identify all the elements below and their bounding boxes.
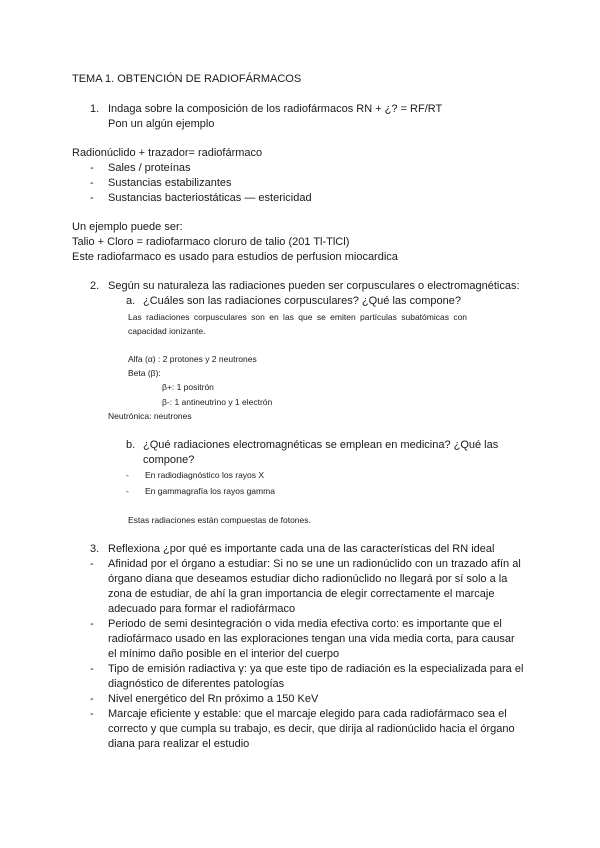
list-item-cont: diagnóstico de diferentes patologías xyxy=(108,678,285,690)
list-item: Periodo de semi desintegración o vida media efectiva corto: es importante que el xyxy=(108,618,502,630)
list-item: Sustancias estabilizantes xyxy=(108,177,232,189)
q3-question: Reflexiona ¿por qué es importante cada una de las características del RN ideal xyxy=(108,543,495,555)
list-item-cont: correcto y que cumpla su trabajo, es decir, que dirija al radionúclido hacia el órgano xyxy=(108,723,515,735)
list-item: Afinidad por el órgano a estudiar: Si no se une un radionúclido con un trazado afín al xyxy=(108,558,521,570)
beta-line: Beta (β): xyxy=(128,368,161,378)
list-item: Tipo de emisión radiactiva γ: ya que este tipo de radiación es la especializada para el xyxy=(108,663,524,675)
q2-intro: Según su naturaleza las radiaciones pueden ser corpusculares o electromagnéticas: xyxy=(108,280,520,292)
list-bullet: - xyxy=(90,708,94,720)
q1-formula: Radionúclido + trazador= radiofármaco xyxy=(72,147,263,159)
q2-number: 2. xyxy=(90,280,100,292)
q2b-question-line2: compone? xyxy=(143,454,195,466)
q1-example-line1: Talio + Cloro = radiofarmaco cloruro de talio (201 Tl-TlCl) xyxy=(72,236,350,248)
list-item: Marcaje eficiente y estable: que el marcaje elegido para cada radiofármaco sea el xyxy=(108,708,507,720)
q2a-question: ¿Cuáles son las radiaciones corpusculares? ¿Qué las compone? xyxy=(143,295,461,307)
list-bullet: - xyxy=(90,663,94,675)
list-bullet: - xyxy=(90,618,94,630)
list-item: En gammagrafía los rayos gamma xyxy=(145,486,275,496)
q2b-note: Estas radiaciones están compuestas de fotones. xyxy=(128,515,311,525)
list-bullet: - xyxy=(126,486,129,496)
list-item: Nivel energético del Rn próximo a 150 KeV xyxy=(108,693,319,705)
q1-question-line2: Pon un algún ejemplo xyxy=(108,118,215,130)
q1-question: Indaga sobre la composición de los radiofármacos RN + ¿? = RF/RT xyxy=(108,103,443,115)
q1-number: 1. xyxy=(90,103,100,115)
list-item-cont: radiofármaco usado en las exploraciones tengan una vida media corta, para causar xyxy=(108,633,515,645)
neutronica-line: Neutrónica: neutrones xyxy=(108,411,192,421)
q1-example-line2: Este radiofarmaco es usado para estudios de perfusion miocardica xyxy=(72,251,398,263)
q2a-answer-line2: capacidad ionizante. xyxy=(128,326,206,336)
list-bullet: - xyxy=(90,558,94,570)
list-item-cont: adecuado para formar el radiofármaco xyxy=(108,603,296,615)
list-item-cont: órgano diana que deseamos estudiar dicho radionúclido no llegará por sí solo a la xyxy=(108,573,508,585)
list-bullet: - xyxy=(126,470,129,480)
list-item-cont: el mínimo daño posible en el interior del cuerpo xyxy=(108,648,340,660)
list-bullet: - xyxy=(90,693,94,705)
q2b-question-line1: ¿Qué radiaciones electromagnéticas se emplean en medicina? ¿Qué las xyxy=(143,439,499,451)
beta-plus-line: β+: 1 positrón xyxy=(162,382,214,392)
list-bullet: - xyxy=(90,162,94,174)
list-item: En radiodiagnóstico los rayos X xyxy=(145,470,265,480)
list-bullet: - xyxy=(90,177,94,189)
q2a-label: a. xyxy=(126,295,136,307)
q3-number: 3. xyxy=(90,543,100,555)
alfa-line: Alfa (α) : 2 protones y 2 neutrones xyxy=(128,354,257,364)
page-title: TEMA 1. OBTENCIÓN DE RADIOFÁRMACOS xyxy=(72,73,302,85)
list-item: Sales / proteínas xyxy=(108,162,191,174)
list-item-cont: zona de estudiar, de ahí la gran importancia de elegir correctamente el marcaje xyxy=(108,588,495,600)
list-item: Sustancias bacteriostáticas — estericidad xyxy=(108,192,312,204)
q2a-answer-line1: Las radiaciones corpusculares son en las que se emiten partículas subatómicas con xyxy=(128,312,468,322)
q2b-label: b. xyxy=(126,439,136,451)
q1-example-intro: Un ejemplo puede ser: xyxy=(72,221,183,233)
list-bullet: - xyxy=(90,192,94,204)
beta-minus-line: β-: 1 antineutrino y 1 electrón xyxy=(162,397,273,407)
list-item-cont: diana para realizar el estudio xyxy=(108,738,250,750)
